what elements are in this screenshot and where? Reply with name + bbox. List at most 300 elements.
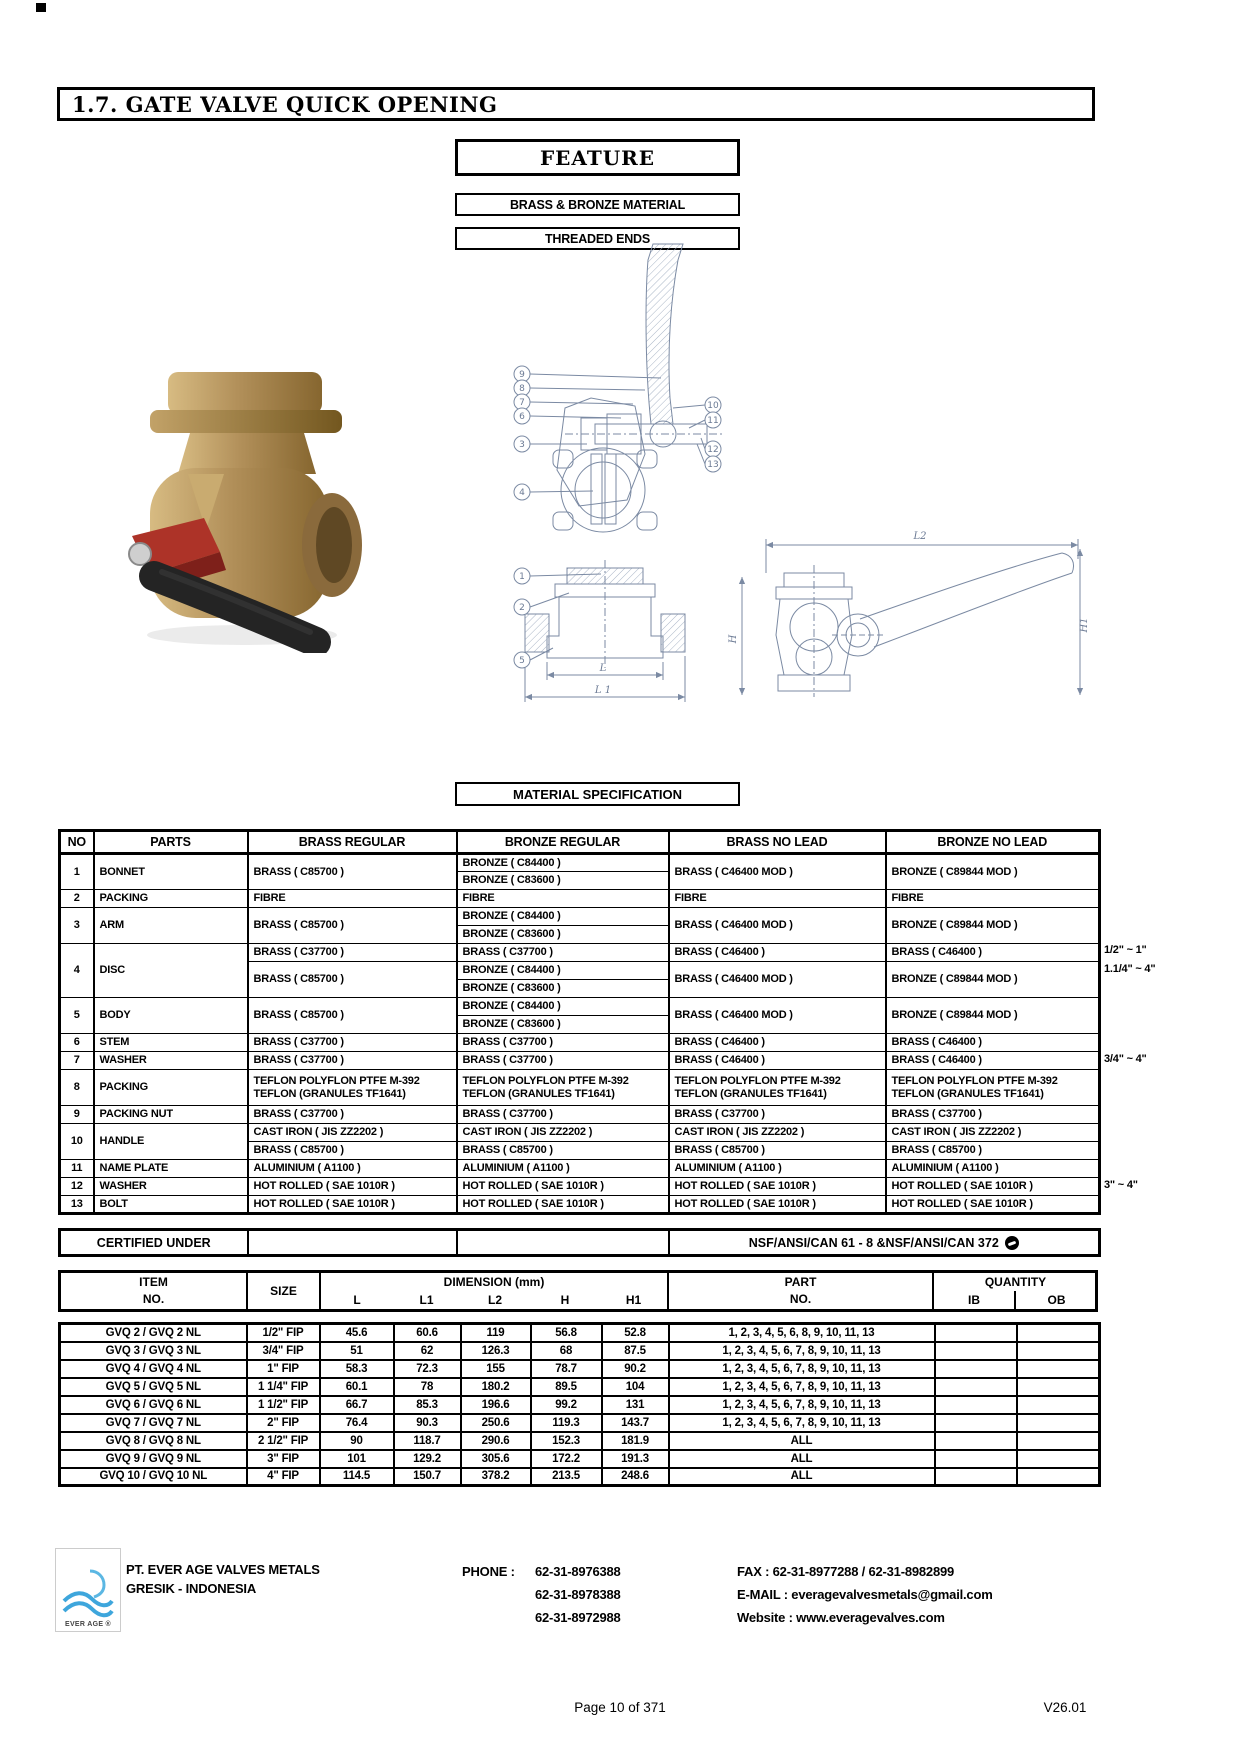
company-name: PT. EVER AGE VALVES METALS — [126, 1562, 320, 1577]
cell-l1: 72.3 — [394, 1360, 461, 1378]
cell-l: 51 — [320, 1342, 394, 1360]
cell-ob — [1017, 1450, 1100, 1468]
side-view-lines — [742, 539, 1080, 697]
cell-bronze-regular: BRONZE ( C83600 ) — [457, 926, 669, 944]
cell-bronze-regular: HOT ROLLED ( SAE 1010R ) — [457, 1196, 669, 1214]
cell-part-no: ALL — [669, 1432, 935, 1450]
header-item-sub: NO. — [142, 1292, 165, 1306]
header-part: PART — [784, 1275, 817, 1289]
cell-bronze-regular: BRONZE ( C83600 ) — [457, 980, 669, 998]
dim-label-l1: L 1 — [594, 685, 612, 696]
cell-part: BONNET — [94, 854, 248, 890]
table-row — [60, 944, 1100, 962]
cell-no: 5 — [60, 998, 94, 1034]
cell-h1: 191.3 — [602, 1450, 669, 1468]
callout-3: 3 — [519, 440, 525, 450]
cell-h1: 143.7 — [602, 1414, 669, 1432]
cell-bronze-no-lead: ALUMINIUM ( A1100 ) — [886, 1160, 1100, 1178]
cell-size: 3/4" FIP — [247, 1342, 320, 1360]
page-corner-mark — [36, 3, 46, 12]
cell-l2: 126.3 — [461, 1342, 531, 1360]
cell-brass-no-lead — [669, 1070, 886, 1106]
phone-number: 62-31-8972988 — [535, 1610, 621, 1625]
cell-h1: 87.5 — [602, 1342, 669, 1360]
cell-bronze-regular: BRONZE ( C84400 ) — [457, 962, 669, 980]
dimension-table-header-box — [58, 1270, 1098, 1312]
header-bronze-no-lead: BRONZE NO LEAD — [886, 831, 1100, 854]
cell-part: WASHER — [94, 1052, 248, 1070]
cell-ib — [935, 1396, 1017, 1414]
callout-9: 9 — [519, 370, 525, 380]
cell-bronze-regular: FIBRE — [457, 890, 669, 908]
contact-block — [737, 1560, 993, 1629]
cell-l1: 60.6 — [394, 1324, 461, 1342]
table-row — [60, 1034, 1100, 1052]
callout-13: 13 — [707, 460, 719, 470]
header-brass-no-lead: BRASS NO LEAD — [669, 831, 886, 854]
cell-no: 1 — [60, 854, 94, 890]
cell-bronze-no-lead: BRONZE ( C89844 MOD ) — [886, 854, 1100, 890]
header-dimension: DIMENSION (mm) — [319, 1273, 667, 1291]
dimension-table-header — [61, 1273, 1097, 1309]
cell-l: 66.7 — [320, 1396, 394, 1414]
header-bronze-regular: BRONZE REGULAR — [457, 831, 669, 854]
table-row — [60, 1160, 1100, 1178]
cell-no: 9 — [60, 1106, 94, 1124]
cell-part-no: 1, 2, 3, 4, 5, 6, 7, 8, 9, 10, 11, 13 — [669, 1378, 935, 1396]
cell-bronze-regular: BRONZE ( C84400 ) — [457, 854, 669, 872]
cell-item: GVQ 6 / GVQ 6 NL — [60, 1396, 247, 1414]
cell-l2: 305.6 — [461, 1450, 531, 1468]
cell-h: 213.5 — [531, 1468, 602, 1486]
cell-h1: 248.6 — [602, 1468, 669, 1486]
cell-no: 3 — [60, 908, 94, 944]
cell-no: 13 — [60, 1196, 94, 1214]
ends-badge: THREADED ENDS — [544, 231, 651, 246]
cell-part: DISC — [94, 944, 248, 998]
cell-ib — [935, 1414, 1017, 1432]
cell-bronze-no-lead: BRASS ( C85700 ) — [886, 1142, 1100, 1160]
cell-line: TEFLON (GRANULES TF1641) — [891, 1087, 1044, 1100]
cell-bronze-regular: CAST IRON ( JIS ZZ2202 ) — [457, 1124, 669, 1142]
catalog-version: V26.01 — [1043, 1700, 1087, 1715]
cell-h1: 181.9 — [602, 1432, 669, 1450]
cell-item: GVQ 9 / GVQ 9 NL — [60, 1450, 247, 1468]
cell-ob — [1017, 1342, 1100, 1360]
table-row — [60, 1378, 1100, 1396]
table-row — [60, 998, 1100, 1016]
cell-l2: 250.6 — [461, 1414, 531, 1432]
cell-brass-regular: BRASS ( C85700 ) — [248, 854, 457, 890]
cell-bronze-no-lead: BRONZE ( C89844 MOD ) — [886, 962, 1100, 998]
cell-l: 76.4 — [320, 1414, 394, 1432]
cell-size: 2" FIP — [247, 1414, 320, 1432]
table-row — [60, 1342, 1100, 1360]
header-dim-h: H — [560, 1293, 570, 1307]
cell-bronze-regular: BRASS ( C37700 ) — [457, 1106, 669, 1124]
header-dim-l2: L2 — [487, 1293, 502, 1307]
cell-brass-regular: HOT ROLLED ( SAE 1010R ) — [248, 1178, 457, 1196]
cell-part: HANDLE — [94, 1124, 248, 1160]
table-row — [60, 1414, 1100, 1432]
cell-brass-regular: HOT ROLLED ( SAE 1010R ) — [248, 1196, 457, 1214]
cell-part-no: 1, 2, 3, 4, 5, 6, 7, 8, 9, 10, 11, 13 — [669, 1360, 935, 1378]
cell-brass-regular: FIBRE — [248, 890, 457, 908]
header-dim-l1: L1 — [419, 1293, 434, 1307]
phone-number: 62-31-8976388 — [535, 1564, 621, 1579]
material-spec-heading-box — [455, 782, 740, 806]
table-row — [60, 1324, 1100, 1342]
valve-photo — [92, 348, 372, 653]
cell-l2: 119 — [461, 1324, 531, 1342]
cell-brass-regular: CAST IRON ( JIS ZZ2202 ) — [248, 1124, 457, 1142]
nsf-mark-icon — [1005, 1236, 1019, 1250]
size-note-disc-small: 1/2" ~ 1" — [1104, 944, 1147, 956]
cell-bronze-no-lead: BRASS ( C46400 ) — [886, 1052, 1100, 1070]
table-row — [60, 1360, 1100, 1378]
feature-heading-box — [455, 139, 740, 176]
cell-brass-regular: BRASS ( C37700 ) — [248, 1052, 457, 1070]
header-parts: PARTS — [94, 831, 248, 854]
header-part-no — [667, 1273, 932, 1309]
certification-value-cell — [669, 1230, 1100, 1256]
cell-ob — [1017, 1396, 1100, 1414]
callout-4: 4 — [519, 488, 525, 498]
header-brass-regular: BRASS REGULAR — [248, 831, 457, 854]
fax-line: FAX : 62-31-8977288 / 62-31-8982899 — [737, 1564, 955, 1579]
cell-ib — [935, 1378, 1017, 1396]
material-badge-box — [455, 193, 740, 216]
cell-ib — [935, 1432, 1017, 1450]
callout-5: 5 — [519, 656, 525, 666]
cell-l1: 118.7 — [394, 1432, 461, 1450]
header-item-no — [61, 1273, 246, 1309]
cell-item: GVQ 3 / GVQ 3 NL — [60, 1342, 247, 1360]
table-row — [60, 1450, 1100, 1468]
cell-bronze-no-lead: HOT ROLLED ( SAE 1010R ) — [886, 1196, 1100, 1214]
cell-part: BOLT — [94, 1196, 248, 1214]
cell-item: GVQ 7 / GVQ 7 NL — [60, 1414, 247, 1432]
table-row — [60, 1196, 1100, 1214]
cell-l1: 150.7 — [394, 1468, 461, 1486]
cell-brass-no-lead: ALUMINIUM ( A1100 ) — [669, 1160, 886, 1178]
cell-no: 4 — [60, 944, 94, 998]
cell-h: 89.5 — [531, 1378, 602, 1396]
cell-bronze-regular — [457, 1070, 669, 1106]
cell-brass-no-lead: BRASS ( C46400 ) — [669, 1034, 886, 1052]
cell-l1: 62 — [394, 1342, 461, 1360]
cell-bronze-regular: BRONZE ( C83600 ) — [457, 1016, 669, 1034]
cell-brass-no-lead: FIBRE — [669, 890, 886, 908]
phone-label: PHONE : — [462, 1564, 515, 1579]
material-badge: BRASS & BRONZE MATERIAL — [509, 197, 686, 212]
header-part-sub: NO. — [789, 1292, 812, 1306]
cell-ib — [935, 1360, 1017, 1378]
table-row — [60, 1124, 1100, 1142]
cell-h1: 131 — [602, 1396, 669, 1414]
size-note-disc-large: 1.1/4" ~ 4" — [1104, 963, 1156, 975]
callout-7: 7 — [519, 398, 525, 408]
cell-bronze-regular: HOT ROLLED ( SAE 1010R ) — [457, 1178, 669, 1196]
cell-size: 1 1/4" FIP — [247, 1378, 320, 1396]
company-logo — [55, 1548, 121, 1632]
company-city: GRESIK - INDONESIA — [126, 1581, 257, 1596]
table-row — [60, 1432, 1100, 1450]
cell-item: GVQ 5 / GVQ 5 NL — [60, 1378, 247, 1396]
cell-line: TEFLON POLYFLON PTFE M-392 — [891, 1074, 1058, 1087]
cell-brass-regular: BRASS ( C37700 ) — [248, 1106, 457, 1124]
cell-ib — [935, 1324, 1017, 1342]
cell-ob — [1017, 1378, 1100, 1396]
cell-no: 6 — [60, 1034, 94, 1052]
cross-section-drawing — [495, 238, 730, 703]
cell-part-no: 1, 2, 3, 4, 5, 6, 7, 8, 9, 10, 11, 13 — [669, 1396, 935, 1414]
cell-item: GVQ 2 / GVQ 2 NL — [60, 1324, 247, 1342]
cell-l1: 129.2 — [394, 1450, 461, 1468]
header-item: ITEM — [139, 1275, 168, 1289]
cell-part-no: 1, 2, 3, 4, 5, 6, 7, 8, 9, 10, 11, 13 — [669, 1414, 935, 1432]
empty-cell — [457, 1230, 669, 1256]
cell-no: 7 — [60, 1052, 94, 1070]
phone-number: 62-31-8978388 — [535, 1587, 621, 1602]
cell-bronze-no-lead: BRONZE ( C89844 MOD ) — [886, 998, 1100, 1034]
certification-table — [58, 1228, 1101, 1257]
cell-l: 60.1 — [320, 1378, 394, 1396]
cell-l2: 196.6 — [461, 1396, 531, 1414]
callout-1: 1 — [519, 572, 525, 582]
cell-size: 4" FIP — [247, 1468, 320, 1486]
table-row — [60, 890, 1100, 908]
cell-l2: 290.6 — [461, 1432, 531, 1450]
cell-bronze-no-lead: BRASS ( C46400 ) — [886, 944, 1100, 962]
cell-bronze-no-lead: HOT ROLLED ( SAE 1010R ) — [886, 1178, 1100, 1196]
cell-brass-no-lead: BRASS ( C46400 MOD ) — [669, 962, 886, 998]
cell-l2: 180.2 — [461, 1378, 531, 1396]
cell-no: 11 — [60, 1160, 94, 1178]
cell-part: BODY — [94, 998, 248, 1034]
header-quantity: QUANTITY — [932, 1273, 1097, 1291]
table-row — [60, 1106, 1100, 1124]
table-header-row — [61, 1273, 1097, 1291]
cell-item: GVQ 4 / GVQ 4 NL — [60, 1360, 247, 1378]
header-no: NO — [60, 831, 94, 854]
cell-brass-no-lead: CAST IRON ( JIS ZZ2202 ) — [669, 1124, 886, 1142]
cell-brass-regular: BRASS ( C37700 ) — [248, 1034, 457, 1052]
cell-l: 90 — [320, 1432, 394, 1450]
cell-brass-no-lead: BRASS ( C85700 ) — [669, 1142, 886, 1160]
cell-part: PACKING — [94, 1070, 248, 1106]
cell-l2: 155 — [461, 1360, 531, 1378]
cell-size: 3" FIP — [247, 1450, 320, 1468]
cell-bronze-regular: BRASS ( C37700 ) — [457, 1034, 669, 1052]
cross-section-lines — [525, 244, 723, 702]
cell-h: 78.7 — [531, 1360, 602, 1378]
cell-ob — [1017, 1414, 1100, 1432]
size-note-washer12: 3" ~ 4" — [1104, 1179, 1138, 1191]
material-spec-heading: MATERIAL SPECIFICATION — [513, 786, 682, 802]
cell-bronze-no-lead — [886, 1070, 1100, 1106]
cell-brass-regular — [248, 1070, 457, 1106]
cell-bronze-no-lead: FIBRE — [886, 890, 1100, 908]
cell-l1: 78 — [394, 1378, 461, 1396]
cell-no: 12 — [60, 1178, 94, 1196]
dim-label-h1: H1 — [1079, 617, 1090, 633]
logo-caption: EVER AGE ® — [64, 1621, 112, 1628]
cell-no: 2 — [60, 890, 94, 908]
certification-value: NSF/ANSI/CAN 61 - 8 &NSF/ANSI/CAN 372 — [748, 1235, 999, 1250]
cell-bronze-regular: BRASS ( C37700 ) — [457, 944, 669, 962]
table-row — [60, 1230, 1100, 1256]
cell-ob — [1017, 1468, 1100, 1486]
dim-label-l: L — [599, 663, 607, 674]
cell-l1: 90.3 — [394, 1414, 461, 1432]
cell-h1: 52.8 — [602, 1324, 669, 1342]
email-line: E-MAIL : everagevalvesmetals@gmail.com — [737, 1587, 993, 1602]
page-title: 1.7. GATE VALVE QUICK OPENING — [72, 91, 498, 117]
empty-cell — [248, 1230, 457, 1256]
cell-ib — [935, 1450, 1017, 1468]
cell-h1: 104 — [602, 1378, 669, 1396]
cell-brass-regular: BRASS ( C85700 ) — [248, 1142, 457, 1160]
cell-brass-no-lead: BRASS ( C46400 MOD ) — [669, 854, 886, 890]
website-line: Website : www.everagevalves.com — [737, 1610, 945, 1625]
header-dim-h1: H1 — [625, 1293, 642, 1307]
cell-ib — [935, 1468, 1017, 1486]
cell-brass-no-lead: BRASS ( C46400 MOD ) — [669, 998, 886, 1034]
valve-body-shapes — [129, 372, 362, 645]
cell-ob — [1017, 1432, 1100, 1450]
callout-6: 6 — [519, 412, 525, 422]
dim-label-l2: L2 — [913, 531, 927, 542]
cell-bronze-no-lead: CAST IRON ( JIS ZZ2202 ) — [886, 1124, 1100, 1142]
callout-2: 2 — [519, 603, 525, 613]
company-block — [126, 1560, 320, 1598]
cell-line: TEFLON POLYFLON PTFE M-392 — [674, 1074, 841, 1087]
cell-h: 56.8 — [531, 1324, 602, 1342]
cell-brass-regular: BRASS ( C37700 ) — [248, 944, 457, 962]
feature-heading: FEATURE — [539, 145, 656, 170]
callout-12: 12 — [707, 445, 719, 455]
cell-part-no: ALL — [669, 1450, 935, 1468]
cell-part-no: 1, 2, 3, 4, 5, 6, 8, 9, 10, 11, 13 — [669, 1324, 935, 1342]
cell-bronze-regular: BRONZE ( C83600 ) — [457, 872, 669, 890]
cell-h1: 90.2 — [602, 1360, 669, 1378]
ever-age-logo-icon — [60, 1567, 116, 1621]
cell-size: 1 1/2" FIP — [247, 1396, 320, 1414]
callout-8: 8 — [519, 384, 525, 394]
side-view-drawing — [728, 515, 1090, 700]
cell-bronze-regular: BRONZE ( C84400 ) — [457, 998, 669, 1016]
table-row — [60, 854, 1100, 872]
cell-part: STEM — [94, 1034, 248, 1052]
cell-brass-no-lead: BRASS ( C37700 ) — [669, 1106, 886, 1124]
cell-part-no: ALL — [669, 1468, 935, 1486]
header-ob: OB — [1014, 1291, 1097, 1309]
cell-brass-no-lead: HOT ROLLED ( SAE 1010R ) — [669, 1178, 886, 1196]
callout-10: 10 — [707, 401, 719, 411]
cell-item: GVQ 8 / GVQ 8 NL — [60, 1432, 247, 1450]
cell-size: 2 1/2" FIP — [247, 1432, 320, 1450]
cell-brass-regular: ALUMINIUM ( A1100 ) — [248, 1160, 457, 1178]
page-number: Page 10 of 371 — [574, 1700, 666, 1715]
cell-l2: 378.2 — [461, 1468, 531, 1486]
cell-bronze-regular: BRONZE ( C84400 ) — [457, 908, 669, 926]
cell-brass-regular: BRASS ( C85700 ) — [248, 908, 457, 944]
certified-under-label: CERTIFIED UNDER — [60, 1230, 248, 1256]
cell-brass-no-lead: BRASS ( C46400 ) — [669, 944, 886, 962]
cell-l: 114.5 — [320, 1468, 394, 1486]
cell-ib — [935, 1342, 1017, 1360]
header-size: SIZE — [246, 1273, 319, 1309]
cell-bronze-regular: BRASS ( C37700 ) — [457, 1052, 669, 1070]
dimension-data-table — [58, 1322, 1101, 1487]
cell-h: 99.2 — [531, 1396, 602, 1414]
cell-brass-regular: BRASS ( C85700 ) — [248, 962, 457, 998]
cell-item: GVQ 10 / GVQ 10 NL — [60, 1468, 247, 1486]
cell-bronze-no-lead: BRASS ( C37700 ) — [886, 1106, 1100, 1124]
cell-h: 68 — [531, 1342, 602, 1360]
cell-bronze-no-lead: BRASS ( C46400 ) — [886, 1034, 1100, 1052]
material-spec-table — [58, 829, 1101, 1215]
callout-11: 11 — [707, 416, 719, 426]
cell-bronze-regular: ALUMINIUM ( A1100 ) — [457, 1160, 669, 1178]
table-row — [60, 1468, 1100, 1486]
cell-no: 10 — [60, 1124, 94, 1160]
cell-l: 45.6 — [320, 1324, 394, 1342]
cell-ob — [1017, 1324, 1100, 1342]
cell-l: 101 — [320, 1450, 394, 1468]
cell-part: PACKING — [94, 890, 248, 908]
cell-part: WASHER — [94, 1178, 248, 1196]
cell-line: TEFLON (GRANULES TF1641) — [462, 1087, 615, 1100]
cell-brass-no-lead: HOT ROLLED ( SAE 1010R ) — [669, 1196, 886, 1214]
section-title-box — [57, 87, 1095, 121]
header-ib: IB — [932, 1291, 1014, 1309]
cell-line: TEFLON POLYFLON PTFE M-392 — [253, 1074, 420, 1087]
cell-line: TEFLON (GRANULES TF1641) — [253, 1087, 406, 1100]
cell-h: 152.3 — [531, 1432, 602, 1450]
phone-numbers — [535, 1560, 621, 1629]
cell-h: 119.3 — [531, 1414, 602, 1432]
cell-size: 1/2" FIP — [247, 1324, 320, 1342]
cell-brass-regular: BRASS ( C85700 ) — [248, 998, 457, 1034]
table-row — [60, 1070, 1100, 1106]
cell-line: TEFLON (GRANULES TF1641) — [674, 1087, 827, 1100]
table-header-row — [60, 831, 1100, 854]
cell-l: 58.3 — [320, 1360, 394, 1378]
cell-part: NAME PLATE — [94, 1160, 248, 1178]
dim-label-h: H — [728, 634, 739, 644]
cell-part-no: 1, 2, 3, 4, 5, 6, 7, 8, 9, 10, 11, 13 — [669, 1342, 935, 1360]
table-row — [60, 1052, 1100, 1070]
cell-bronze-regular: BRASS ( C85700 ) — [457, 1142, 669, 1160]
table-row — [60, 1396, 1100, 1414]
cell-part: ARM — [94, 908, 248, 944]
cell-brass-no-lead: BRASS ( C46400 MOD ) — [669, 908, 886, 944]
header-dim-l: L — [319, 1291, 393, 1309]
cell-l1: 85.3 — [394, 1396, 461, 1414]
cell-no: 8 — [60, 1070, 94, 1106]
cell-h: 172.2 — [531, 1450, 602, 1468]
cell-ob — [1017, 1360, 1100, 1378]
table-row — [60, 908, 1100, 926]
cell-part: PACKING NUT — [94, 1106, 248, 1124]
size-note-washer7: 3/4" ~ 4" — [1104, 1053, 1147, 1065]
cell-brass-no-lead: BRASS ( C46400 ) — [669, 1052, 886, 1070]
table-row — [60, 1178, 1100, 1196]
cell-line: TEFLON POLYFLON PTFE M-392 — [462, 1074, 629, 1087]
cell-size: 1" FIP — [247, 1360, 320, 1378]
